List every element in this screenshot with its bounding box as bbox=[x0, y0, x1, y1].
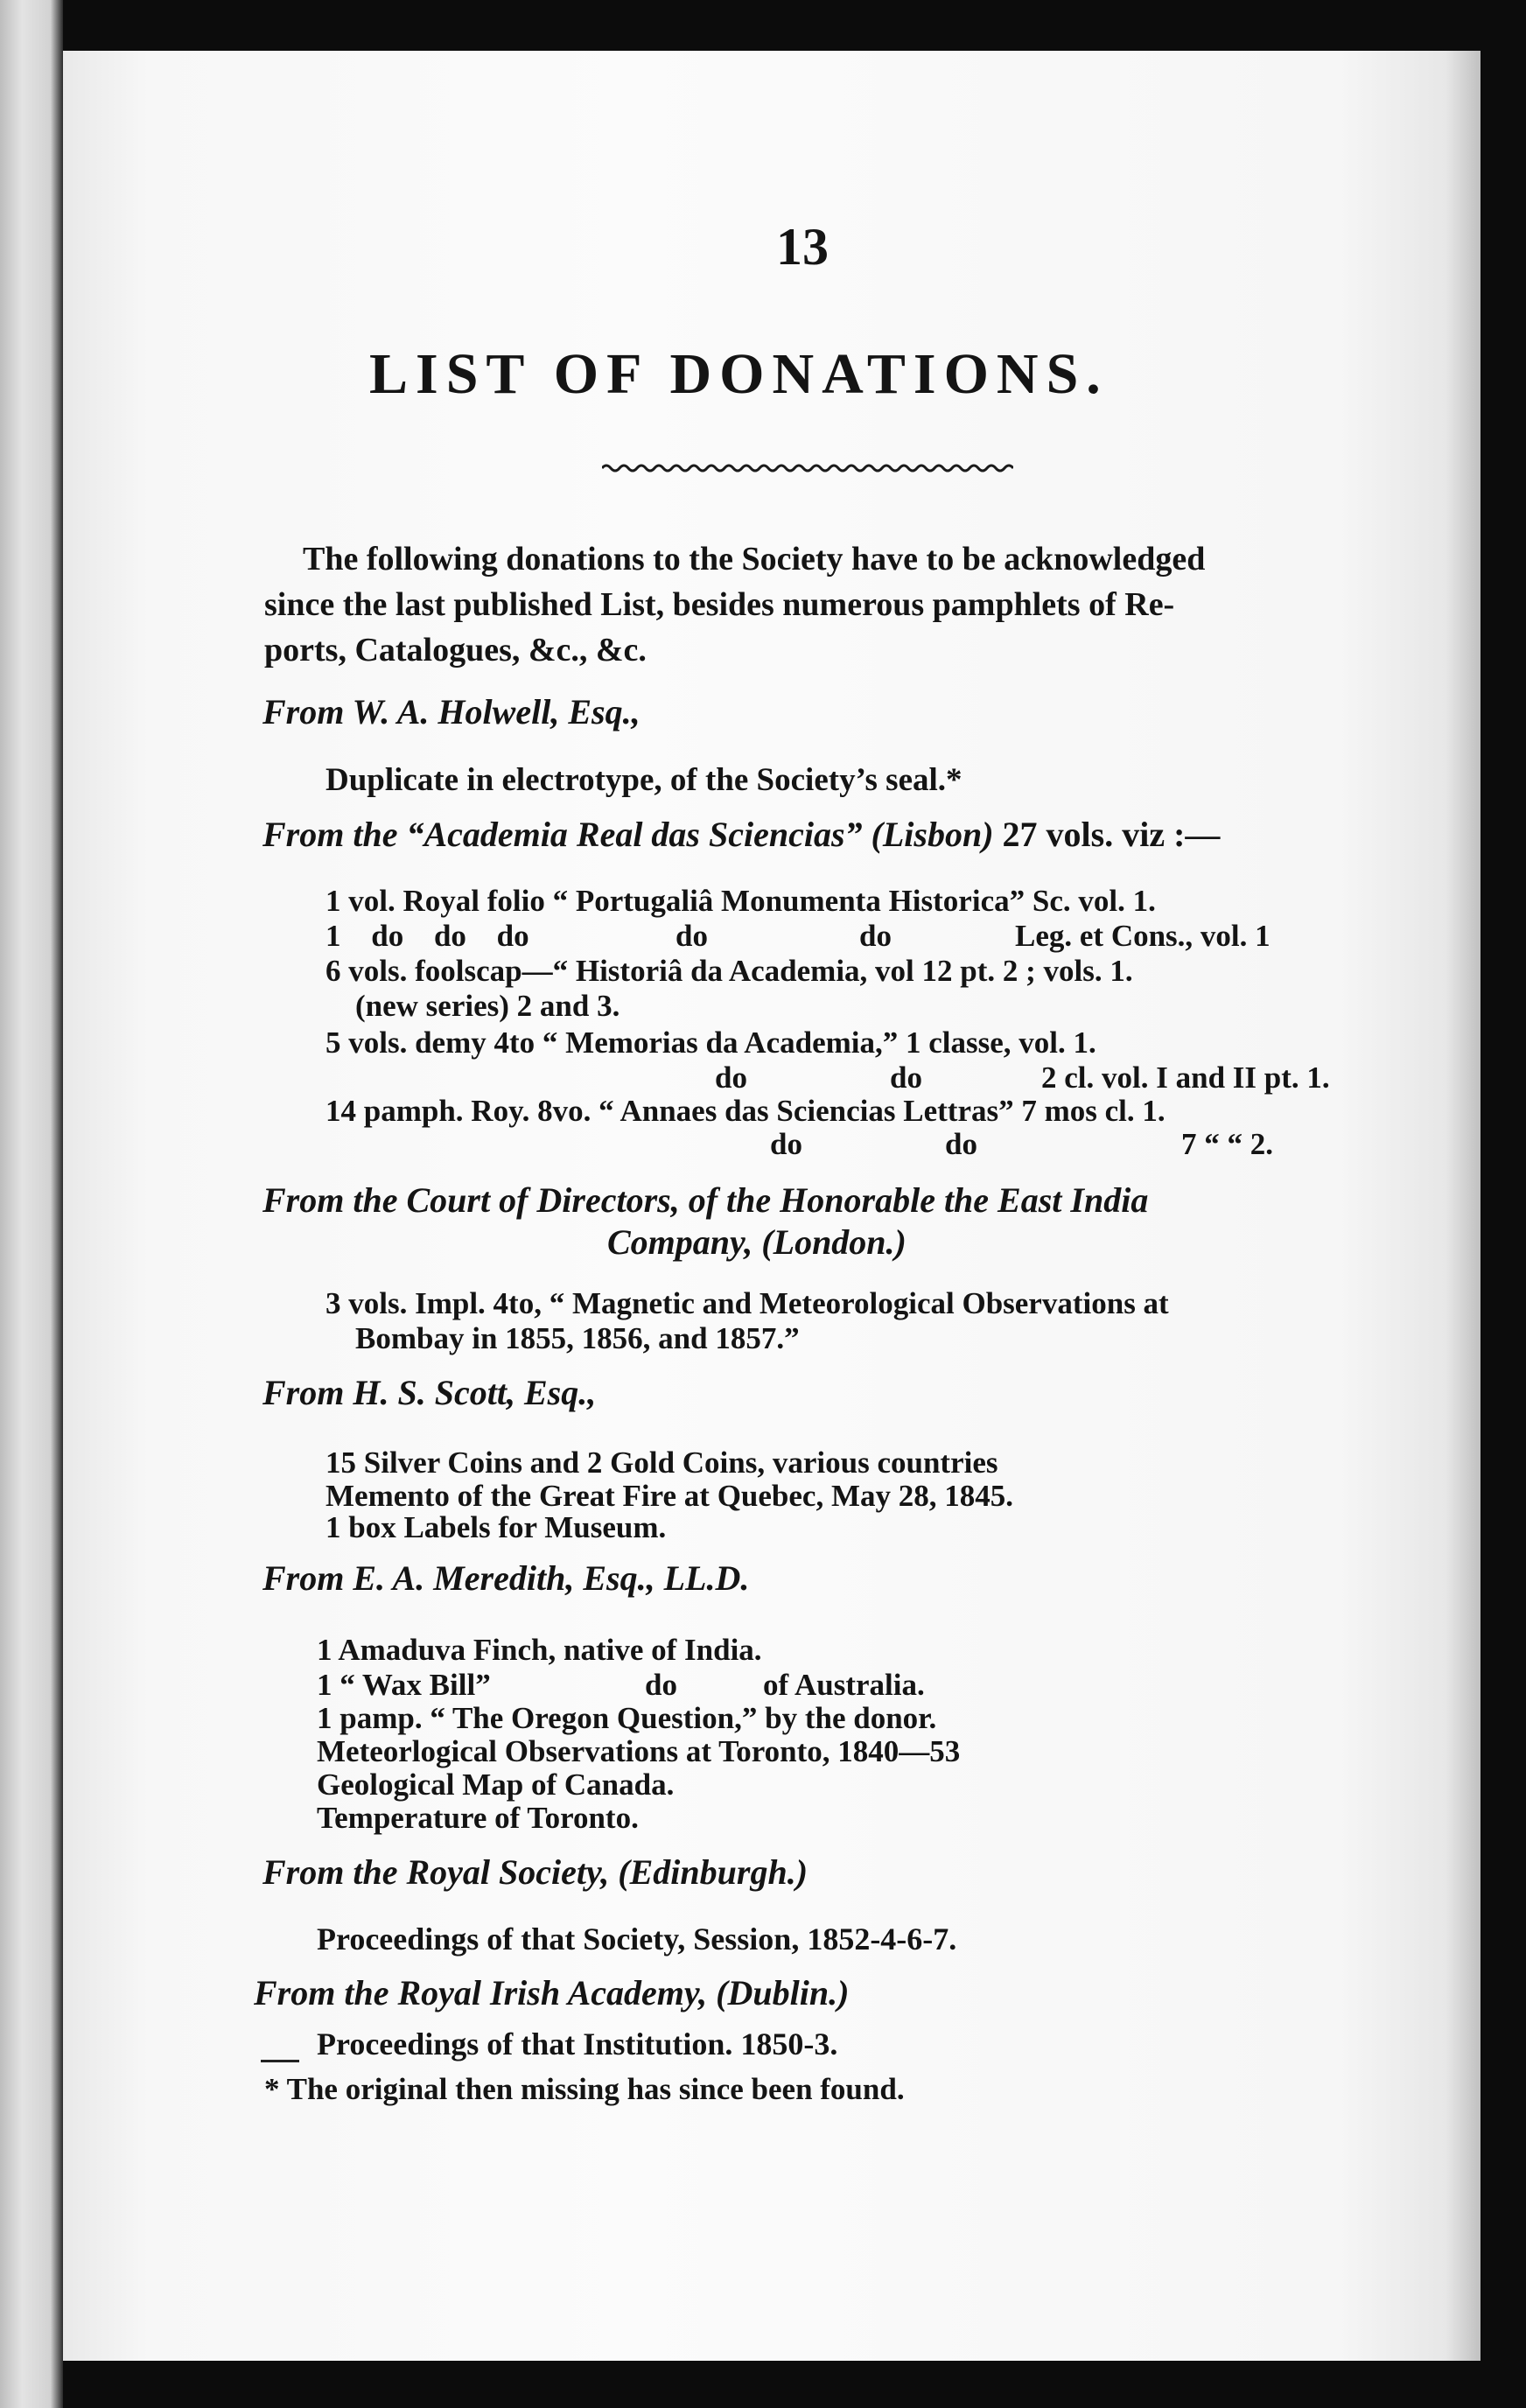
page-number: 13 bbox=[776, 218, 829, 276]
donation-item: 1 box Labels for Museum. bbox=[326, 1510, 667, 1544]
donor-heading: From W. A. Holwell, Esq., bbox=[262, 692, 640, 732]
donor-heading: From H. S. Scott, Esq., bbox=[262, 1373, 597, 1412]
donor-count: 27 vols. viz :— bbox=[1002, 815, 1221, 854]
donation-item: Leg. et Cons., vol. 1 bbox=[1015, 919, 1270, 953]
footnote: * The original then missing has since been found. bbox=[264, 2072, 905, 2106]
adjacent-page-edge bbox=[0, 0, 63, 2408]
donation-item: Proceedings of that Society, Session, 1852-4-6-7. bbox=[317, 1922, 957, 1956]
donation-item: 3 vols. Impl. 4to, “ Magnetic and Meteorological Observations at bbox=[326, 1286, 1169, 1320]
donation-item: do bbox=[770, 1127, 802, 1161]
donation-item: 1 Amaduva Finch, native of India. bbox=[317, 1633, 762, 1667]
intro-line: ports, Catalogues, &c., &c. bbox=[264, 632, 647, 668]
donation-item: (new series) 2 and 3. bbox=[355, 989, 620, 1023]
donation-item: 6 vols. foolscap—“ Historiâ da Academia, vol 12 pt. 2 ; vols. 1. bbox=[326, 954, 1133, 988]
donor-heading-continued: Company, (London.) bbox=[607, 1222, 906, 1262]
page-title: LIST OF DONATIONS. bbox=[369, 342, 1109, 406]
footnote-rule bbox=[261, 2060, 299, 2062]
donor-heading: From the Court of Directors, of the Honorable the East India bbox=[262, 1180, 1149, 1220]
donor-name: From the “Academia Real das Sciencias” (Lisbon) bbox=[262, 815, 994, 854]
wavy-rule bbox=[602, 462, 1013, 474]
donation-item: Temperature of Toronto. bbox=[317, 1801, 639, 1835]
intro-paragraph bbox=[264, 536, 1205, 673]
donation-item: 1 do do do bbox=[326, 919, 529, 953]
donation-item: do bbox=[859, 919, 892, 953]
donation-item: 2 cl. vol. I and II pt. 1. bbox=[1041, 1060, 1330, 1095]
donation-item: do bbox=[945, 1127, 977, 1161]
donation-item: 7 “ “ 2. bbox=[1181, 1127, 1273, 1161]
donor-heading: From E. A. Meredith, Esq., LL.D. bbox=[262, 1558, 750, 1598]
donation-item: 1 “ Wax Bill” bbox=[317, 1668, 491, 1702]
donation-item: Geological Map of Canada. bbox=[317, 1768, 675, 1802]
intro-line: The following donations to the Society have to be acknowledged bbox=[303, 541, 1206, 578]
donation-item: do bbox=[890, 1060, 922, 1095]
donation-item: do bbox=[676, 919, 708, 953]
donor-heading: From the Royal Irish Academy, (Dublin.) bbox=[254, 1973, 850, 2012]
donation-item: Proceedings of that Institution. 1850-3. bbox=[317, 2026, 838, 2062]
donation-item: of Australia. bbox=[763, 1668, 925, 1702]
donation-item: Duplicate in electrotype, of the Society’s seal.* bbox=[326, 762, 962, 798]
donation-item: 1 pamp. “ The Oregon Question,” by the donor. bbox=[317, 1701, 937, 1735]
donation-item: 5 vols. demy 4to “ Memorias da Academia,” 1 classe, vol. 1. bbox=[326, 1026, 1096, 1060]
donor-heading bbox=[262, 814, 1220, 855]
intro-line: since the last published List, besides numerous pamphlets of Re- bbox=[264, 586, 1175, 623]
donation-item: do bbox=[715, 1060, 747, 1095]
donor-heading: From the Royal Society, (Edinburgh.) bbox=[262, 1852, 808, 1892]
page-shadow bbox=[1446, 51, 1480, 2361]
donation-item: 15 Silver Coins and 2 Gold Coins, various countries bbox=[326, 1446, 998, 1480]
document-page bbox=[63, 51, 1480, 2361]
donation-item: do bbox=[645, 1668, 677, 1702]
donation-item: 1 vol. Royal folio “ Portugaliâ Monumenta Historica” Sc. vol. 1. bbox=[326, 884, 1156, 918]
donation-item: 14 pamph. Roy. 8vo. “ Annaes das Sciencias Lettras” 7 mos cl. 1. bbox=[326, 1094, 1166, 1128]
donation-item: Meteorlogical Observations at Toronto, 1840—53 bbox=[317, 1734, 961, 1768]
donation-item: Memento of the Great Fire at Quebec, May 28, 1845. bbox=[326, 1479, 1013, 1513]
donation-item: Bombay in 1855, 1856, and 1857.” bbox=[355, 1321, 800, 1355]
